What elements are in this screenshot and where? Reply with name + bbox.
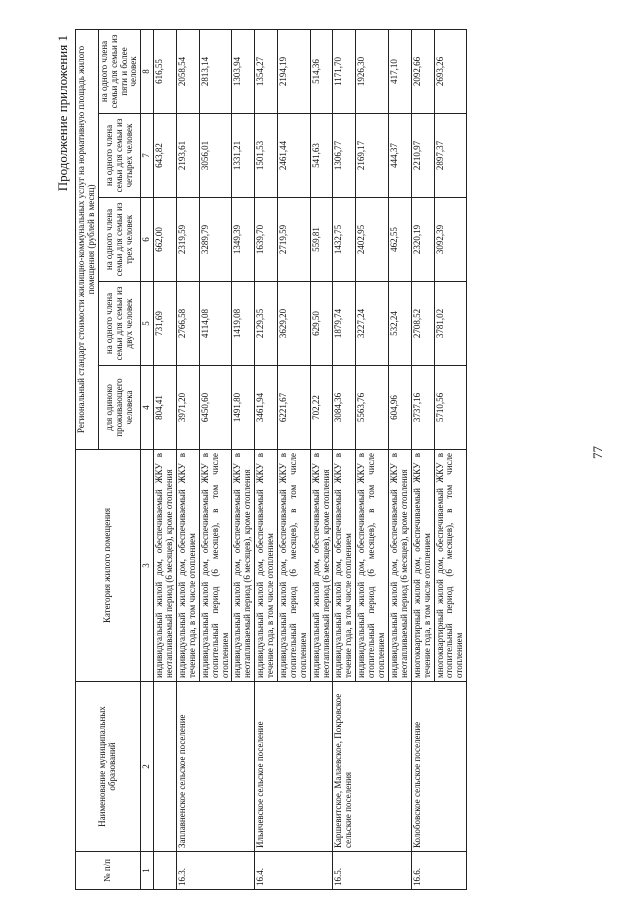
row-value: 2169,17 [356, 114, 389, 198]
row-value: 1171,70 [333, 29, 356, 113]
row-value: 1303,94 [232, 29, 255, 113]
table-row [411, 29, 434, 889]
row-category: индивидуальный жилой дом, обеспечиваемый ЖКУ в течение года, в том числе отоплением [255, 450, 278, 682]
row-value: 2708,52 [411, 282, 434, 366]
row-category: индивидуальный жилой дом, обеспечиваемый ЖКУ в неотапливаемый период (6 месяцев), кроме отопления [388, 450, 411, 682]
header-category: Категория жилого помещения [76, 450, 141, 682]
row-value: 2193,61 [177, 114, 200, 198]
row-category: индивидуальный жилой дом, обеспечиваемый ЖКУ в неотапливаемый период (6 месяцев), кроме отопления [154, 450, 177, 682]
row-value: 1879,74 [333, 282, 356, 366]
table-row [333, 29, 356, 889]
header-sub-2: на одного члена семьи для семьи из двух человек [98, 282, 141, 366]
row-value: 3092,39 [434, 198, 467, 282]
row-value: 1419,08 [232, 282, 255, 366]
row-value: 604,96 [388, 366, 411, 450]
table-row [154, 29, 177, 889]
row-num: 16.5. [333, 852, 411, 890]
row-value: 6450,60 [199, 366, 232, 450]
row-value: 532,24 [388, 282, 411, 366]
row-value: 2719,59 [278, 198, 311, 282]
row-value: 804,41 [154, 366, 177, 450]
standards-table [75, 29, 467, 890]
colnum: 5 [141, 282, 154, 366]
colnum: 3 [141, 450, 154, 682]
row-value: 444,37 [388, 114, 411, 198]
row-value: 4114,08 [199, 282, 232, 366]
row-value: 2766,58 [177, 282, 200, 366]
page-number: 77 [590, 446, 605, 459]
row-value: 2194,19 [278, 29, 311, 113]
row-value: 616,55 [154, 29, 177, 113]
row-value: 1432,75 [333, 198, 356, 282]
row-value: 2813,14 [199, 29, 232, 113]
header-sub-3: на одного члена семьи для семьи из трех человек [98, 198, 141, 282]
row-value: 2402,95 [356, 198, 389, 282]
row-municipality: Каршевитское, Малаевское, Покровское сельские поселения [333, 682, 411, 852]
row-value: 2319,59 [177, 198, 200, 282]
row-value: 5563,76 [356, 366, 389, 450]
row-value: 2320,19 [411, 198, 434, 282]
row-value: 3461,94 [255, 366, 278, 450]
row-value: 2058,54 [177, 29, 200, 113]
row-municipality [154, 682, 177, 852]
row-value: 2461,44 [278, 114, 311, 198]
row-value: 662,00 [154, 198, 177, 282]
row-value: 2210,97 [411, 114, 434, 198]
row-value: 1331,21 [232, 114, 255, 198]
colnum: 1 [141, 852, 154, 890]
colnum: 8 [141, 29, 154, 113]
row-value: 514,36 [310, 29, 333, 113]
continuation-label: Продолжение приложения 1 [55, 35, 70, 192]
row-num [154, 852, 177, 890]
table-body [154, 29, 467, 889]
row-value: 2897,37 [434, 114, 467, 198]
colnum: 4 [141, 366, 154, 450]
row-municipality: Колобовское сельское поселение [411, 682, 466, 852]
row-value: 5710,56 [434, 366, 467, 450]
row-value: 629,50 [310, 282, 333, 366]
row-value: 1306,77 [333, 114, 356, 198]
header-sub-4: на одного члена семьи для семьи из четырех человек [98, 114, 141, 198]
row-category: многоквартирный жилой дом, обеспечиваемый ЖКУ в отопительный период (6 месяцев), в том числе отоплением [434, 450, 467, 682]
row-category: многоквартирный жилой дом, обеспечиваемый ЖКУ в течение года, в том числе отоплением [411, 450, 434, 682]
row-num: 16.6. [411, 852, 466, 890]
row-value: 1639,70 [255, 198, 278, 282]
row-value: 3971,20 [177, 366, 200, 450]
row-value: 2129,35 [255, 282, 278, 366]
header-standard: Региональный стандарт стоимости жилищно-коммунальных услуг на нормативную площадь жилого помещения (рублей в месяц) [76, 29, 99, 449]
row-municipality: Ильичевское сельское поселение [255, 682, 333, 852]
row-value: 702,22 [310, 366, 333, 450]
row-value: 3629,20 [278, 282, 311, 366]
header-sub-5: на одного члена семьи для семьи из пяти и более человек [98, 29, 141, 113]
row-value: 3737,16 [411, 366, 434, 450]
colnum: 6 [141, 198, 154, 282]
row-value: 643,82 [154, 114, 177, 198]
row-value: 541,63 [310, 114, 333, 198]
row-value: 3056,01 [199, 114, 232, 198]
header-sub-1: для одиноко проживающего человека [98, 366, 141, 450]
row-value: 3781,02 [434, 282, 467, 366]
row-value: 462,55 [388, 198, 411, 282]
table-row [255, 29, 278, 889]
row-value: 3289,79 [199, 198, 232, 282]
table-row [177, 29, 200, 889]
row-category: индивидуальный жилой дом, обеспечиваемый ЖКУ в отопительный период (6 месяцев), в том числе отоплением [278, 450, 311, 682]
row-category: индивидуальный жилой дом, обеспечиваемый ЖКУ в течение года, в том числе отоплением [177, 450, 200, 682]
row-value: 2092,66 [411, 29, 434, 113]
colnum: 7 [141, 114, 154, 198]
header-num: № п/п [76, 852, 141, 890]
header-municipality: Наименование муниципальных образований [76, 682, 141, 852]
header-row-1 [76, 29, 99, 889]
row-value: 2693,26 [434, 29, 467, 113]
row-category: индивидуальный жилой дом, обеспечиваемый ЖКУ в течение года, в том числе отоплением [333, 450, 356, 682]
row-num: 16.4. [255, 852, 333, 890]
row-value: 3227,24 [356, 282, 389, 366]
row-value: 1491,80 [232, 366, 255, 450]
row-value: 559,81 [310, 198, 333, 282]
row-category: индивидуальный жилой дом, обеспечиваемый ЖКУ в неотапливаемый период (6 месяцев), кроме отопления [232, 450, 255, 682]
row-municipality: Заплавненское сельское поселение [177, 682, 255, 852]
row-value: 731,69 [154, 282, 177, 366]
column-number-row [141, 29, 154, 889]
row-category: индивидуальный жилой дом, обеспечиваемый ЖКУ в отопительный период (6 месяцев), в том числе отоплением [199, 450, 232, 682]
colnum: 2 [141, 682, 154, 852]
row-value: 1926,30 [356, 29, 389, 113]
row-num: 16.3. [177, 852, 255, 890]
row-category: индивидуальный жилой дом, обеспечиваемый ЖКУ в неотапливаемый период (6 месяцев), кроме отопления [310, 450, 333, 682]
row-value: 1501,53 [255, 114, 278, 198]
row-value: 417,10 [388, 29, 411, 113]
row-value: 1349,39 [232, 198, 255, 282]
row-value: 3084,36 [333, 366, 356, 450]
row-value: 6221,67 [278, 366, 311, 450]
row-value: 1354,27 [255, 29, 278, 113]
row-category: индивидуальный жилой дом, обеспечиваемый ЖКУ в отопительный период (6 месяцев), в том числе отоплением [356, 450, 389, 682]
